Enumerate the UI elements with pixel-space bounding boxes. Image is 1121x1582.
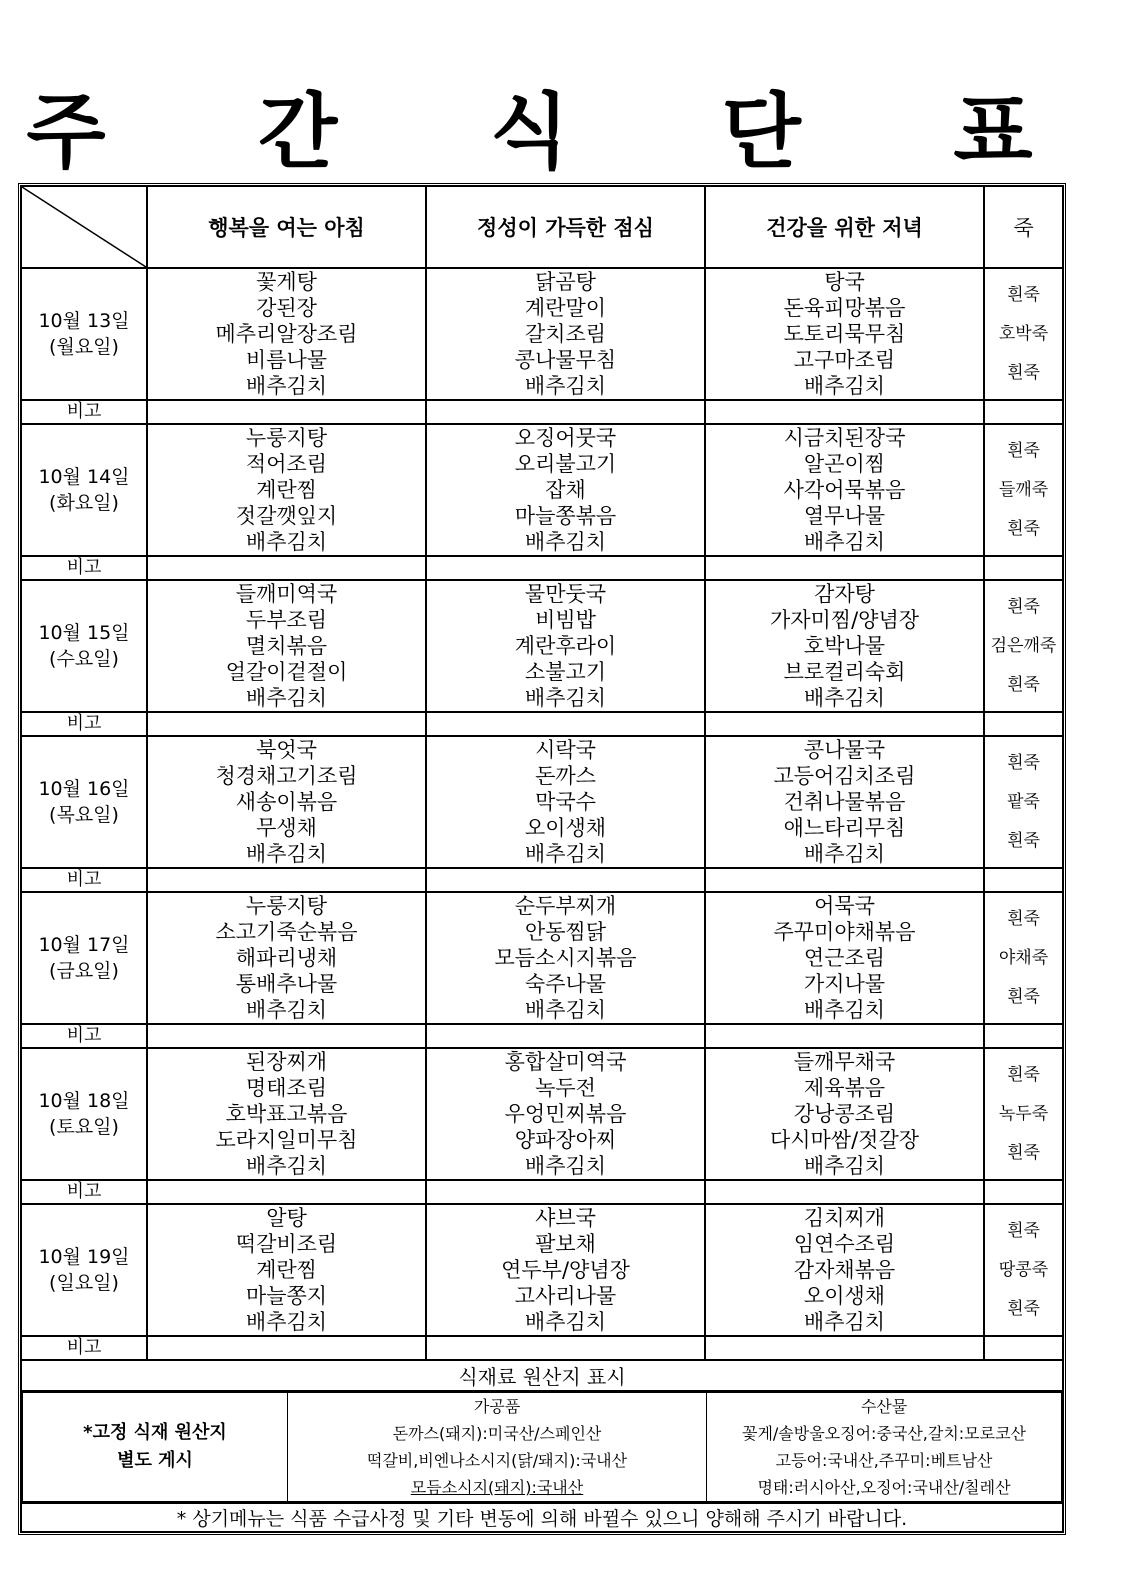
menu-item: 계란찜 (256, 478, 317, 502)
breakfast-cell (147, 1048, 426, 1180)
menu-item: 호박나물 (803, 634, 886, 658)
corner-cell (21, 186, 147, 268)
menu-item: 순두부찌개 (514, 894, 617, 918)
menu-item: 메추리알장조림 (215, 322, 358, 346)
menu-item: 우엉민찌볶음 (504, 1102, 627, 1126)
menu-item: 통배추나물 (235, 972, 338, 996)
menu-item: 닭곰탕 (535, 270, 596, 294)
menu-item: 비빔밥 (535, 608, 596, 632)
diagonal-line-icon (22, 187, 146, 267)
lunch-cell (426, 1048, 705, 1180)
dinner-header: 건강을 위한 저녁 (705, 186, 984, 268)
day-weekday: (일요일) (49, 1272, 119, 1294)
day-weekday: (목요일) (49, 804, 119, 826)
note-cell (426, 1180, 705, 1204)
note-cell (147, 556, 426, 580)
porridge-item: 흰죽 (1007, 440, 1040, 461)
note-cell (705, 712, 984, 736)
note-cell (147, 1336, 426, 1360)
menu-item: 배추김치 (245, 1154, 328, 1178)
day-weekday: (월요일) (49, 336, 119, 358)
porridge-cell (984, 1204, 1063, 1336)
menu-item: 들깨무채국 (793, 1050, 896, 1074)
porridge-item: 흰죽 (1007, 830, 1040, 851)
menu-item: 감자탕 (814, 582, 875, 606)
note-row (21, 712, 1063, 736)
menu-item: 돈까스 (535, 764, 596, 788)
note-row (21, 1336, 1063, 1360)
menu-item: 배추김치 (524, 842, 607, 866)
dinner-cell (705, 892, 984, 1024)
menu-item: 팔보채 (535, 1232, 596, 1256)
porridge-item: 들깨죽 (998, 479, 1049, 500)
dinner-cell (705, 736, 984, 868)
note-cell (147, 1024, 426, 1048)
porridge-cell (984, 268, 1063, 400)
menu-item: 숙주나물 (524, 972, 607, 996)
origin-body-row (21, 1391, 1063, 1503)
day-row (21, 580, 1063, 712)
menu-item: 물만둣국 (524, 582, 607, 606)
seafood-heading: 수산물 (860, 1397, 908, 1416)
processed-origin (288, 1393, 707, 1502)
menu-item: 적어조림 (245, 452, 328, 476)
note-cell (984, 712, 1063, 736)
weekly-menu-table (18, 183, 1066, 1535)
menu-item: 콩나물국 (803, 738, 886, 762)
day-row (21, 268, 1063, 400)
seafood-line: 꽃게/솔방울오징어:중국산,갈치:모로코산 (741, 1424, 1026, 1443)
note-label: 비고 (21, 1336, 147, 1360)
porridge-cell (984, 580, 1063, 712)
menu-item: 탕국 (824, 270, 865, 294)
menu-item: 마늘쫑볶음 (514, 504, 617, 528)
lunch-cell (426, 580, 705, 712)
seafood-line: 고등어:국내산,주꾸미:베트남산 (775, 1451, 993, 1470)
day-row (21, 1048, 1063, 1180)
porridge-item: 흰죽 (1007, 362, 1040, 383)
dinner-cell (705, 1204, 984, 1336)
menu-item: 배추김치 (245, 530, 328, 554)
menu-item: 알곤이찜 (803, 452, 886, 476)
menu-item: 도라지일미무침 (215, 1128, 358, 1152)
note-cell (705, 868, 984, 892)
notice-row (21, 1503, 1063, 1532)
menu-item: 감자채볶음 (793, 1258, 896, 1282)
menu-item: 제육볶음 (803, 1076, 886, 1100)
menu-item: 무생채 (256, 816, 317, 840)
note-row (21, 1180, 1063, 1204)
menu-item: 갈치조림 (524, 322, 607, 346)
menu-item: 누룽지탕 (245, 894, 328, 918)
note-cell (984, 1336, 1063, 1360)
note-row (21, 868, 1063, 892)
menu-item: 멸치볶음 (245, 634, 328, 658)
note-cell (147, 712, 426, 736)
note-cell (426, 1336, 705, 1360)
note-label: 비고 (21, 868, 147, 892)
menu-item: 양파장아찌 (514, 1128, 617, 1152)
day-weekday: (화요일) (49, 492, 119, 514)
menu-item: 들깨미역국 (235, 582, 338, 606)
menu-item: 콩나물무침 (514, 348, 617, 372)
processed-line: 떡갈비,비엔나소시지(닭/돼지):국내산 (366, 1451, 628, 1470)
note-cell (984, 556, 1063, 580)
menu-item: 녹두전 (535, 1076, 596, 1100)
porridge-item: 흰죽 (1007, 1298, 1040, 1319)
menu-item: 오이생채 (803, 1284, 886, 1308)
porridge-item: 호박죽 (998, 323, 1049, 344)
menu-item: 배추김치 (803, 842, 886, 866)
note-cell (147, 400, 426, 424)
porridge-item: 땅콩죽 (998, 1259, 1049, 1280)
seafood-origin (707, 1393, 1062, 1502)
menu-item: 누룽지탕 (245, 426, 328, 450)
menu-item: 다시마쌈/젓갈장 (769, 1128, 920, 1152)
dinner-cell (705, 424, 984, 556)
lunch-cell (426, 1204, 705, 1336)
porridge-item: 흰죽 (1007, 908, 1040, 929)
menu-item: 모듬소시지볶음 (494, 946, 637, 970)
day-cell (21, 424, 147, 556)
menu-item: 배추김치 (245, 998, 328, 1022)
menu-item: 김치찌개 (803, 1206, 886, 1230)
lunch-cell (426, 892, 705, 1024)
note-cell (147, 1180, 426, 1204)
menu-item: 비름나물 (245, 348, 328, 372)
menu-item: 브로컬리숙회 (783, 660, 906, 684)
menu-item: 건취나물볶음 (783, 790, 906, 814)
menu-item: 강낭콩조림 (793, 1102, 896, 1126)
menu-item: 배추김치 (803, 998, 886, 1022)
day-date: 10월 18일 (38, 1090, 130, 1112)
porridge-item: 흰죽 (1007, 596, 1040, 617)
lunch-cell (426, 736, 705, 868)
menu-item: 북엇국 (256, 738, 317, 762)
menu-item: 두부조림 (245, 608, 328, 632)
processed-line: 돈까스(돼지):미국산/스페인산 (392, 1424, 602, 1443)
breakfast-header: 행복을 여는 아침 (147, 186, 426, 268)
porridge-cell (984, 892, 1063, 1024)
note-row (21, 556, 1063, 580)
note-cell (147, 868, 426, 892)
menu-item: 배추김치 (524, 530, 607, 554)
porridge-item: 흰죽 (1007, 752, 1040, 773)
menu-item: 열무나물 (803, 504, 886, 528)
day-date: 10월 14일 (38, 466, 130, 488)
fixed-origin-note (23, 1393, 288, 1502)
note-cell (984, 1024, 1063, 1048)
dinner-cell (705, 1048, 984, 1180)
lunch-cell (426, 268, 705, 400)
origin-title-row (21, 1360, 1063, 1391)
menu-item: 배추김치 (245, 686, 328, 710)
origin-table (22, 1392, 1062, 1502)
breakfast-cell (147, 736, 426, 868)
note-cell (984, 868, 1063, 892)
porridge-cell (984, 736, 1063, 868)
menu-item: 배추김치 (803, 374, 886, 398)
note-row (21, 400, 1063, 424)
menu-item: 배추김치 (245, 1310, 328, 1334)
menu-item: 배추김치 (803, 686, 886, 710)
menu-item: 배추김치 (524, 686, 607, 710)
menu-item: 고사리나물 (514, 1284, 617, 1308)
note-cell (984, 1180, 1063, 1204)
day-weekday: (토요일) (49, 1116, 119, 1138)
note-cell (426, 400, 705, 424)
breakfast-cell (147, 424, 426, 556)
menu-item: 알탕 (266, 1206, 307, 1230)
origin-title: 식재료 원산지 표시 (21, 1360, 1063, 1391)
day-cell (21, 268, 147, 400)
menu-item: 가자미찜/양념장 (769, 608, 920, 632)
menu-item: 배추김치 (524, 1154, 607, 1178)
menu-item: 잡채 (545, 478, 586, 502)
fixed-origin-line: 별도 게시 (117, 1450, 193, 1471)
menu-item: 계란찜 (256, 1258, 317, 1282)
menu-item: 샤브국 (535, 1206, 596, 1230)
menu-item: 애느타리무침 (783, 816, 906, 840)
menu-item: 막국수 (535, 790, 596, 814)
porridge-item: 흰죽 (1007, 1142, 1040, 1163)
breakfast-cell (147, 1204, 426, 1336)
note-cell (426, 712, 705, 736)
menu-item: 오징어뭇국 (514, 426, 617, 450)
menu-item: 명태조림 (245, 1076, 328, 1100)
note-cell (705, 1336, 984, 1360)
menu-item: 연두부/양념장 (501, 1258, 630, 1282)
day-cell (21, 1204, 147, 1336)
porridge-header: 죽 (984, 186, 1063, 268)
day-row (21, 424, 1063, 556)
menu-item: 배추김치 (803, 1310, 886, 1334)
breakfast-cell (147, 268, 426, 400)
menu-item: 소불고기 (524, 660, 607, 684)
menu-item: 배추김치 (803, 1154, 886, 1178)
menu-item: 호박표고볶음 (225, 1102, 348, 1126)
porridge-item: 팥죽 (1007, 791, 1040, 812)
breakfast-cell (147, 580, 426, 712)
menu-item: 시금치된장국 (783, 426, 906, 450)
porridge-cell (984, 424, 1063, 556)
menu-item: 청경채고기조림 (215, 764, 358, 788)
menu-item: 배추김치 (524, 998, 607, 1022)
menu-item: 계란말이 (524, 296, 607, 320)
day-weekday: (금요일) (49, 960, 119, 982)
day-cell (21, 1048, 147, 1180)
menu-item: 고등어김치조림 (773, 764, 916, 788)
seafood-line: 명태:러시아산,오징어:국내산/칠레산 (757, 1478, 1011, 1497)
day-date: 10월 16일 (38, 778, 130, 800)
porridge-cell (984, 1048, 1063, 1180)
header-row (21, 186, 1063, 268)
menu-item: 배추김치 (245, 374, 328, 398)
menu-item: 도토리묵무침 (783, 322, 906, 346)
notice-text: * 상기메뉴는 식품 수급사정 및 기타 변동에 의해 바뀔수 있으니 양해해 주시기 바랍니다. (21, 1503, 1063, 1532)
note-label: 비고 (21, 556, 147, 580)
porridge-item: 검은깨죽 (990, 635, 1057, 656)
porridge-item: 녹두죽 (998, 1103, 1049, 1124)
menu-item: 어묵국 (814, 894, 875, 918)
menu-item: 배추김치 (245, 842, 328, 866)
porridge-item: 야채죽 (998, 947, 1049, 968)
lunch-header: 정성이 가득한 점심 (426, 186, 705, 268)
porridge-item: 흰죽 (1007, 674, 1040, 695)
menu-item: 배추김치 (524, 374, 607, 398)
day-date: 10월 17일 (38, 934, 130, 956)
menu-item: 마늘쫑지 (245, 1284, 328, 1308)
menu-item: 강된장 (256, 296, 317, 320)
porridge-item: 흰죽 (1007, 518, 1040, 539)
day-cell (21, 892, 147, 1024)
note-cell (705, 556, 984, 580)
note-cell (984, 400, 1063, 424)
menu-item: 주꾸미야채볶음 (773, 920, 916, 944)
note-label: 비고 (21, 1024, 147, 1048)
fixed-origin-line: *고정 식재 원산지 (83, 1422, 227, 1443)
menu-item: 연근조림 (803, 946, 886, 970)
breakfast-cell (147, 892, 426, 1024)
note-cell (705, 1180, 984, 1204)
note-label: 비고 (21, 1180, 147, 1204)
porridge-item: 흰죽 (1007, 284, 1040, 305)
note-cell (426, 868, 705, 892)
day-row (21, 736, 1063, 868)
menu-item: 안동찜닭 (524, 920, 607, 944)
day-weekday: (수요일) (49, 648, 119, 670)
note-row (21, 1024, 1063, 1048)
menu-item: 돈육피망볶음 (783, 296, 906, 320)
day-date: 10월 15일 (38, 622, 130, 644)
note-cell (705, 1024, 984, 1048)
menu-item: 계란후라이 (514, 634, 617, 658)
menu-item: 떡갈비조림 (235, 1232, 338, 1256)
menu-item: 소고기죽순볶음 (215, 920, 358, 944)
menu-item: 홍합살미역국 (504, 1050, 627, 1074)
day-cell (21, 736, 147, 868)
menu-item: 오리불고기 (514, 452, 617, 476)
menu-item: 새송이볶음 (235, 790, 338, 814)
note-label: 비고 (21, 400, 147, 424)
note-cell (705, 400, 984, 424)
menu-item: 시락국 (535, 738, 596, 762)
menu-item: 젓갈깻잎지 (235, 504, 338, 528)
menu-item: 얼갈이겉절이 (225, 660, 348, 684)
porridge-item: 흰죽 (1007, 1220, 1040, 1241)
processed-line: 모듬소시지(돼지):국내산 (410, 1478, 584, 1497)
day-date: 10월 19일 (38, 1246, 130, 1268)
menu-item: 고구마조림 (793, 348, 896, 372)
day-cell (21, 580, 147, 712)
note-cell (426, 1024, 705, 1048)
menu-item: 임연수조림 (793, 1232, 896, 1256)
dinner-cell (705, 268, 984, 400)
porridge-item: 흰죽 (1007, 986, 1040, 1007)
day-date: 10월 13일 (38, 310, 130, 332)
porridge-item: 흰죽 (1007, 1064, 1040, 1085)
page-title: 주 간 식 단 표 (26, 85, 1095, 180)
note-cell (426, 556, 705, 580)
menu-item: 오이생채 (524, 816, 607, 840)
menu-item: 된장찌개 (245, 1050, 328, 1074)
menu-item: 사각어묵볶음 (783, 478, 906, 502)
menu-item: 가지나물 (803, 972, 886, 996)
menu-item: 꽃게탕 (256, 270, 317, 294)
processed-heading: 가공품 (473, 1397, 521, 1416)
lunch-cell (426, 424, 705, 556)
menu-item: 해파리냉채 (235, 946, 338, 970)
day-row (21, 1204, 1063, 1336)
menu-item: 배추김치 (803, 530, 886, 554)
menu-item: 배추김치 (524, 1310, 607, 1334)
note-label: 비고 (21, 712, 147, 736)
day-row (21, 892, 1063, 1024)
dinner-cell (705, 580, 984, 712)
